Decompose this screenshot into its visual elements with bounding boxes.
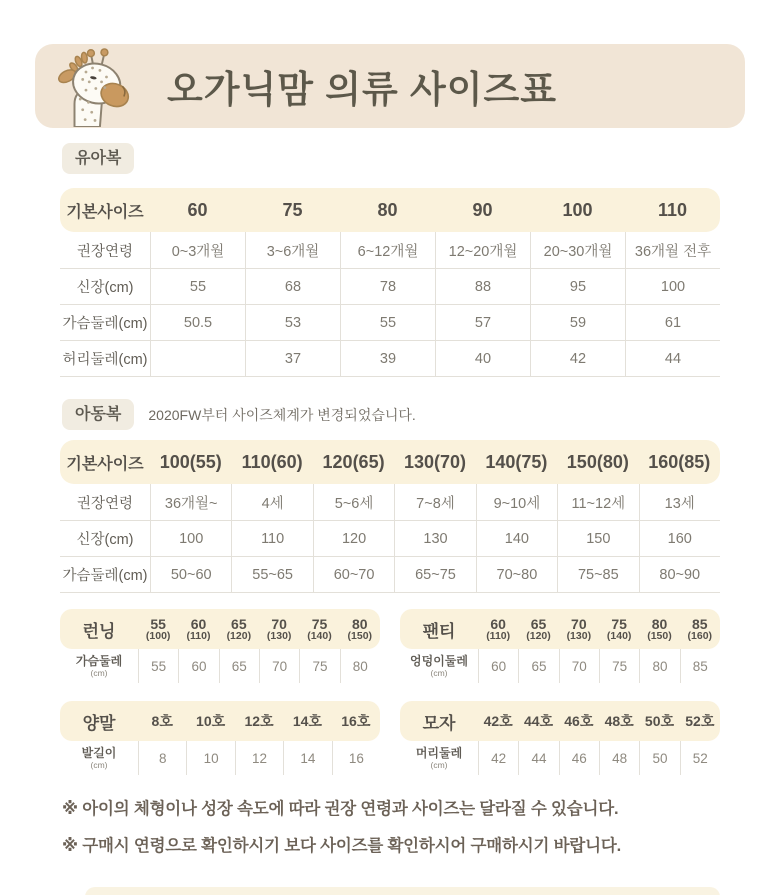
table-cell: 59: [530, 305, 625, 340]
table-cell: 11~12세: [557, 484, 638, 520]
table-cell: 55~65: [231, 557, 312, 592]
table-cell: 80~90: [639, 557, 720, 592]
table-cell: 5~6세: [313, 484, 394, 520]
table-cell: 95: [530, 269, 625, 304]
child-size-note: 2020FW부터 사이즈체계가 변경되었습니다.: [148, 406, 416, 423]
table-header-label: 기본사이즈: [66, 455, 144, 473]
table-cell: 130: [394, 521, 475, 556]
table-cell: 39: [340, 341, 435, 376]
table-row: [400, 649, 720, 683]
table-cell: 36개월~: [150, 484, 231, 520]
row-label: 발길이 (cm): [81, 746, 117, 771]
table-cell: 9~10세: [476, 484, 557, 520]
table-header-label: 팬티: [422, 621, 456, 641]
table-cell: 20~30개월: [530, 232, 625, 268]
table-cell: 3~6개월: [245, 232, 340, 268]
table-header-cell: 52호: [685, 713, 715, 730]
table-header-cell: 60 (110): [186, 615, 211, 643]
table-cell: 61: [625, 305, 720, 340]
table-header-cell: 110: [657, 199, 688, 220]
table-header-row: [60, 188, 720, 232]
infant-size-table: [60, 188, 720, 377]
table-cell: 46: [559, 741, 599, 775]
table-row: [60, 304, 720, 340]
table-header-label: 모자: [422, 713, 456, 733]
table-cell: 70: [259, 649, 299, 683]
table-cell: 78: [340, 269, 435, 304]
table-cell: 8: [138, 741, 186, 775]
row-label: 가슴둘레 (cm): [75, 654, 123, 679]
table-cell: 0~3개월: [150, 232, 245, 268]
table-header-cell: 8호: [151, 713, 173, 730]
row-label: 머리둘레 (cm): [415, 746, 463, 771]
table-header-row: [400, 609, 720, 649]
socks-size-table: [60, 701, 380, 775]
table-cell: 50.5: [150, 305, 245, 340]
row-label: 가슴둘레(cm): [62, 568, 148, 585]
table-cell: 140: [476, 521, 557, 556]
table-cell: 4세: [231, 484, 312, 520]
table-header-cell: 12호: [244, 713, 274, 730]
table-cell: 65: [219, 649, 259, 683]
table-header-cell: 110(60): [241, 451, 303, 472]
table-cell: 12~20개월: [435, 232, 530, 268]
table-cell: 55: [138, 649, 178, 683]
table-cell: 53: [245, 305, 340, 340]
running-size-table: [60, 609, 380, 683]
table-cell: 160: [639, 521, 720, 556]
table-header-cell: 46호: [564, 713, 594, 730]
table-cell: 80: [340, 649, 380, 683]
table-cell: 150: [557, 521, 638, 556]
table-header-cell: 130(70): [403, 451, 466, 472]
table-header-label: 런닝: [82, 621, 116, 641]
table-cell: 50: [639, 741, 679, 775]
table-row: [60, 520, 720, 556]
underwear-tables-row: [60, 609, 720, 683]
table-row: [60, 268, 720, 304]
next-section-edge: [85, 887, 720, 895]
table-row: [60, 484, 720, 520]
table-cell: 68: [245, 269, 340, 304]
table-cell: 80: [639, 649, 679, 683]
table-row: [60, 649, 380, 683]
table-cell: 13세: [639, 484, 720, 520]
table-header-row: [60, 701, 380, 741]
table-header-cell: 100: [562, 199, 593, 220]
hat-size-table: [400, 701, 720, 775]
table-header-row: [60, 440, 720, 484]
table-header-cell: 10호: [196, 713, 226, 730]
table-header-cell: 75 (140): [307, 615, 332, 643]
table-header-cell: 80 (150): [347, 615, 373, 643]
table-header-cell: 100(55): [159, 451, 222, 472]
table-row: [60, 556, 720, 592]
infant-section-header: [62, 143, 780, 174]
row-label: 가슴둘레(cm): [62, 316, 148, 333]
table-header-cell: 42호: [483, 713, 513, 730]
child-section-header: [62, 399, 780, 430]
table-header-row: [400, 701, 720, 741]
table-cell: 6~12개월: [340, 232, 435, 268]
table-cell: 42: [530, 341, 625, 376]
table-cell: 100: [150, 521, 231, 556]
accessory-tables-row: [60, 701, 720, 775]
table-cell: 70: [559, 649, 599, 683]
child-size-table: [60, 440, 720, 593]
table-header-cell: 60: [187, 199, 208, 220]
table-header-cell: 50호: [644, 713, 675, 730]
row-label: 엉덩이둘레 (cm): [410, 654, 468, 679]
table-header-cell: 48호: [604, 713, 634, 730]
table-header-cell: 60 (110): [486, 615, 511, 643]
table-header-cell: 120(65): [322, 451, 385, 472]
panty-size-table: [400, 609, 720, 683]
table-header-cell: 14호: [292, 713, 322, 730]
footnotes: [62, 795, 780, 856]
table-header-cell: 65 (120): [226, 615, 252, 643]
table-cell: 110: [231, 521, 312, 556]
table-header-cell: 44호: [523, 713, 554, 730]
table-cell: 65: [518, 649, 558, 683]
table-cell: 16: [332, 741, 380, 775]
row-label: 권장연령: [76, 243, 134, 260]
table-row: [400, 741, 720, 775]
table-header-cell: 160(85): [648, 451, 711, 472]
table-header-cell: 75 (140): [606, 615, 632, 643]
table-header-cell: 80 (150): [647, 615, 672, 643]
table-cell: 75: [599, 649, 639, 683]
table-cell: 60~70: [313, 557, 394, 592]
table-cell: 44: [625, 341, 720, 376]
table-header-cell: 85 (160): [687, 615, 713, 643]
table-header-cell: 75: [282, 199, 303, 220]
table-cell: 10: [186, 741, 234, 775]
table-cell: 55: [150, 269, 245, 304]
table-cell: 12: [235, 741, 283, 775]
row-label: 신장(cm): [76, 532, 134, 549]
table-cell: 50~60: [150, 557, 231, 592]
table-header-cell: 140(75): [485, 451, 548, 472]
table-header-cell: 80: [377, 199, 398, 220]
giraffe-icon: [49, 45, 141, 127]
table-header-cell: 65 (120): [526, 615, 551, 643]
table-header-cell: 55 (100): [145, 615, 171, 643]
table-cell: 40: [435, 341, 530, 376]
table-cell: 65~75: [394, 557, 475, 592]
table-cell: 100: [625, 269, 720, 304]
table-cell: 52: [680, 741, 720, 775]
table-cell: 44: [518, 741, 558, 775]
table-header-cell: 70 (130): [266, 615, 292, 643]
table-cell: 75: [299, 649, 339, 683]
table-header-label: 양말: [82, 713, 116, 733]
header-banner: [35, 44, 745, 128]
row-label: 권장연령: [76, 495, 134, 512]
table-cell: 37: [245, 341, 340, 376]
table-header-cell: 70 (130): [566, 615, 592, 643]
table-cell: 14: [283, 741, 331, 775]
page-title: 오가닉맘 의류 사이즈표: [167, 69, 557, 110]
footnote: ※ 구매시 연령으로 확인하시기 보다 사이즈를 확인하시어 구매하시기 바랍니다.: [62, 837, 621, 856]
table-cell: 70~80: [476, 557, 557, 592]
table-cell: 42: [478, 741, 518, 775]
table-cell: 60: [178, 649, 218, 683]
table-cell: 55: [340, 305, 435, 340]
table-header-cell: 150(80): [566, 451, 629, 472]
table-cell: 120: [313, 521, 394, 556]
row-label: 신장(cm): [76, 280, 134, 297]
table-cell: 7~8세: [394, 484, 475, 520]
table-header-label: 기본사이즈: [66, 203, 144, 221]
table-row: [60, 340, 720, 376]
footnote: ※ 아이의 체형이나 성장 속도에 따라 권장 연령과 사이즈는 달라질 수 있습니다.: [62, 800, 619, 819]
table-header-cell: 90: [472, 199, 493, 220]
table-cell: 36개월 전후: [625, 232, 720, 268]
table-row: [60, 232, 720, 268]
table-row: [60, 741, 380, 775]
table-cell: 85: [680, 649, 720, 683]
table-cell: 57: [435, 305, 530, 340]
table-header-row: [60, 609, 380, 649]
table-cell: 48: [599, 741, 639, 775]
table-header-cell: 16호: [341, 713, 371, 730]
table-cell: [150, 341, 245, 376]
row-label: 허리둘레(cm): [62, 352, 148, 369]
table-cell: 75~85: [557, 557, 638, 592]
table-cell: 60: [478, 649, 518, 683]
section-badge-infant: 유아복: [62, 143, 134, 174]
section-badge-child: 아동복: [62, 399, 134, 430]
table-cell: 88: [435, 269, 530, 304]
